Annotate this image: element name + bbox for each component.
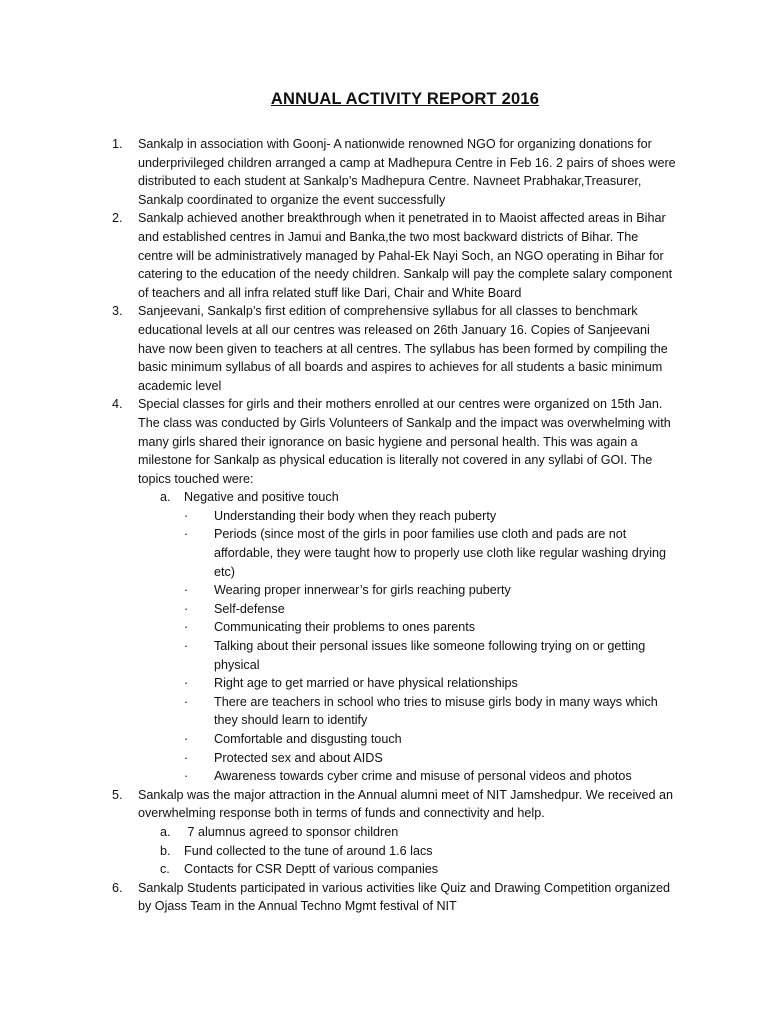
bullet-text: Wearing proper innerwear’s for girls reaching puberty — [214, 583, 511, 598]
bullet-text: Talking about their personal issues like someone following trying on or getting physical — [214, 639, 646, 672]
item-text: Sankalp was the major attraction in the Annual alumni meet of NIT Jamshedpur. We received an overwhelming response both in terms of funds and connectivity and help. — [138, 787, 674, 821]
topic-bullet — [138, 674, 676, 693]
bullet-text: Comfortable and disgusting touch — [214, 732, 402, 746]
topic-bullet — [138, 730, 676, 749]
sub-list — [138, 488, 676, 507]
item-number: 1. — [112, 137, 123, 151]
sub-item-c — [138, 860, 676, 879]
bullet-marker: · — [184, 639, 189, 654]
list-item-2 — [112, 209, 676, 302]
item-number: 4. — [112, 397, 123, 412]
item-number: 3. — [112, 304, 123, 319]
topic-bullet — [138, 693, 676, 730]
sub-item-a — [138, 488, 676, 507]
item-text: Sankalp in association with Goonj- A nationwide renowned NGO for organizing donations for underprivileged children arranged a camp at Madhepura Centre in Feb 16. 2 pairs of shoes were distributed to each student at Sankalp’s Madhepura Centre. Navneet Prabhakar,Treasurer, Sankalp coordinated to organize the event successfully — [138, 137, 676, 207]
item-text: Special classes for girls and their mothers enrolled at our centres were organized on 15th Jan. The class was conducted by Girls Volunteers of Sankalp and the impact was overwhelming with many girls shared their ignorance on basic hygiene and personal health. This was again a milestone for Sankalp as physical education is literally not covered in any syllabi of GOI. The topics touched were: — [138, 397, 671, 486]
sub-item-marker: a. — [160, 490, 171, 505]
topic-bullet — [138, 749, 676, 768]
topic-bullet — [138, 507, 676, 526]
bullet-marker: · — [184, 694, 189, 709]
bullet-marker: · — [184, 508, 189, 523]
list-item-5 — [112, 786, 676, 879]
bullet-text: Awareness towards cyber crime and misuse of personal videos and photos — [214, 769, 632, 784]
sub-item-marker: a. — [160, 824, 171, 839]
topic-bullet-list — [138, 507, 676, 786]
list-item-4 — [112, 395, 676, 785]
bullet-text: Periods (since most of the girls in poor families use cloth and pads are not affordable, they were taught how to properly use cloth like regular washing drying etc) — [214, 527, 667, 579]
bullet-marker: · — [184, 620, 189, 635]
sub-item-text: Contacts for CSR Deptt of various companies — [184, 862, 439, 877]
bullet-marker: · — [184, 769, 189, 784]
item-number: 2. — [112, 211, 123, 226]
sub-item-text: Fund collected to the tune of around 1.6 lacs — [184, 843, 433, 858]
sub-item-b — [138, 842, 676, 861]
topic-bullet — [138, 600, 676, 619]
sub-item-marker: b. — [160, 843, 171, 858]
bullet-text: Right age to get married or have physical relationships — [214, 676, 518, 691]
report-title: ANNUAL ACTIVITY REPORT 2016 — [270, 90, 540, 108]
bullet-text: Self-defense — [214, 601, 285, 616]
sub-item-marker: c. — [160, 862, 170, 877]
bullet-marker: · — [184, 583, 189, 598]
list-item-6 — [112, 879, 676, 916]
sub-item-text: Negative and positive touch — [184, 490, 339, 505]
topic-bullet — [138, 767, 676, 786]
bullet-marker: · — [184, 750, 189, 765]
sub-item-text: 7 alumnus agreed to sponsor children — [184, 824, 399, 839]
item-number: 6. — [112, 880, 123, 895]
bullet-marker: · — [184, 676, 189, 691]
item-text: Sankalp Students participated in various activities like Quiz and Drawing Competition organized by Ojass Team in the Annual Techno Mgmt festival of NIT — [138, 880, 671, 914]
bullet-marker: · — [184, 601, 189, 616]
bullet-text: Understanding their body when they reach puberty — [214, 508, 497, 523]
topic-bullet — [138, 581, 676, 600]
topic-bullet — [138, 525, 676, 581]
list-item-1 — [112, 135, 676, 209]
sub-item-a — [138, 823, 676, 842]
list-item-3 — [112, 302, 676, 395]
bullet-marker: · — [184, 527, 189, 542]
bullet-text: Communicating their problems to ones parents — [214, 620, 476, 635]
bullet-marker: · — [184, 732, 189, 746]
bullet-text: There are teachers in school who tries to misuse girls body in many ways which they should learn to identify — [214, 694, 658, 728]
topic-bullet — [138, 637, 676, 674]
bullet-text: Protected sex and about AIDS — [214, 750, 383, 765]
activity-list — [112, 135, 676, 916]
item-number: 5. — [112, 787, 123, 802]
item-text: Sanjeevani, Sankalp’s first edition of comprehensive syllabus for all classes to benchmark educational levels at all our centres was released on 26th January 16. Copies of Sanjeevani have now been given to teachers at all centres. The syllabus has been formed by compiling the basic minimum syllabus of all boards and aspires to achieves for all students a basic minimum academic level — [138, 304, 668, 393]
item-text: Sankalp achieved another breakthrough when it penetrated in to Maoist affected areas in Bihar and established centres in Jamui and Banka,the two most backward districts of Bihar. The centre will be administratively managed by Pahal-Ek Nayi Soch, an NGO operating in Bihar for catering to the education of the needy children. Sankalp will pay the complete salary component of teachers and all infra related stuff like Dari, Chair and White Board — [138, 211, 673, 300]
topic-bullet — [138, 618, 676, 637]
sub-list — [138, 823, 676, 879]
